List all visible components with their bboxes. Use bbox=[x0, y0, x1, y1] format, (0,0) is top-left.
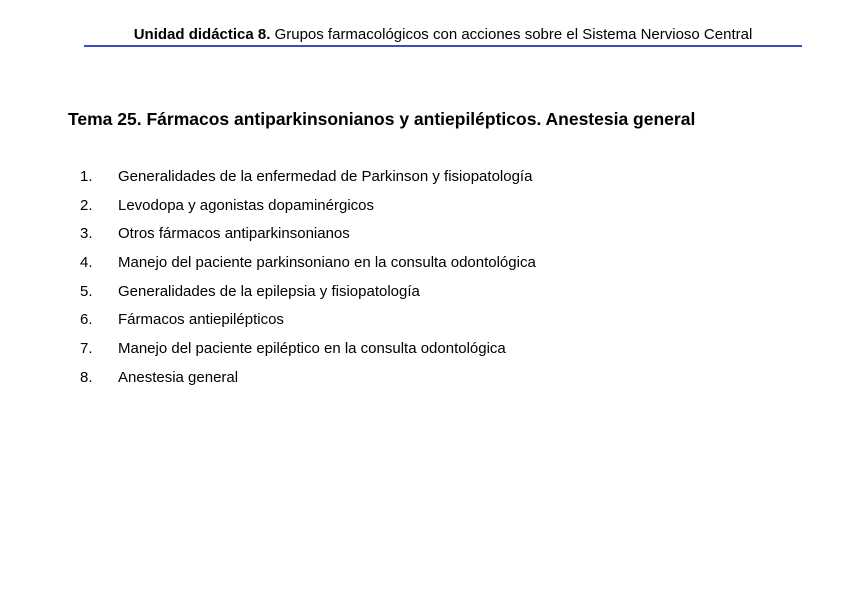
item-text: Generalidades de la enfermedad de Parkinson y fisiopatología bbox=[118, 168, 533, 185]
item-number: 4. bbox=[80, 254, 93, 272]
item-text: Manejo del paciente parkinsoniano en la consulta odontológica bbox=[118, 254, 536, 272]
item-number: 6. bbox=[80, 311, 93, 329]
list-item bbox=[80, 166, 536, 195]
list-item bbox=[80, 367, 536, 396]
item-number: 5. bbox=[80, 282, 93, 300]
item-text: Fármacos antiepilépticos bbox=[118, 311, 284, 329]
item-number: 8. bbox=[80, 368, 93, 386]
topic-list bbox=[80, 166, 536, 396]
list-item bbox=[80, 195, 536, 224]
item-text: Generalidades de la epilepsia y fisiopatología bbox=[118, 282, 420, 300]
list-item bbox=[80, 252, 536, 281]
list-item bbox=[80, 338, 536, 367]
item-text: Manejo del paciente epiléptico en la consulta odontológica bbox=[118, 340, 506, 358]
item-text: Anestesia general bbox=[118, 368, 239, 386]
item-number: 3. bbox=[80, 225, 93, 243]
unit-label: Unidad didáctica 8. bbox=[133, 26, 271, 43]
item-number: 7. bbox=[80, 340, 93, 358]
page-title: Tema 25. Fármacos antiparkinsonianos y antiepilépticos. Anestesia general bbox=[68, 109, 696, 129]
item-number: 1. bbox=[80, 168, 93, 185]
unit-title: Grupos farmacológicos con acciones sobre el Sistema Nervioso Central bbox=[270, 26, 753, 43]
item-text: Otros fármacos antiparkinsonianos bbox=[118, 225, 350, 243]
list-item bbox=[80, 223, 536, 252]
list-item bbox=[80, 281, 536, 310]
item-number: 2. bbox=[80, 196, 93, 214]
running-header bbox=[84, 25, 802, 47]
item-text: Levodopa y agonistas dopaminérgicos bbox=[118, 196, 375, 214]
list-item bbox=[80, 309, 536, 338]
